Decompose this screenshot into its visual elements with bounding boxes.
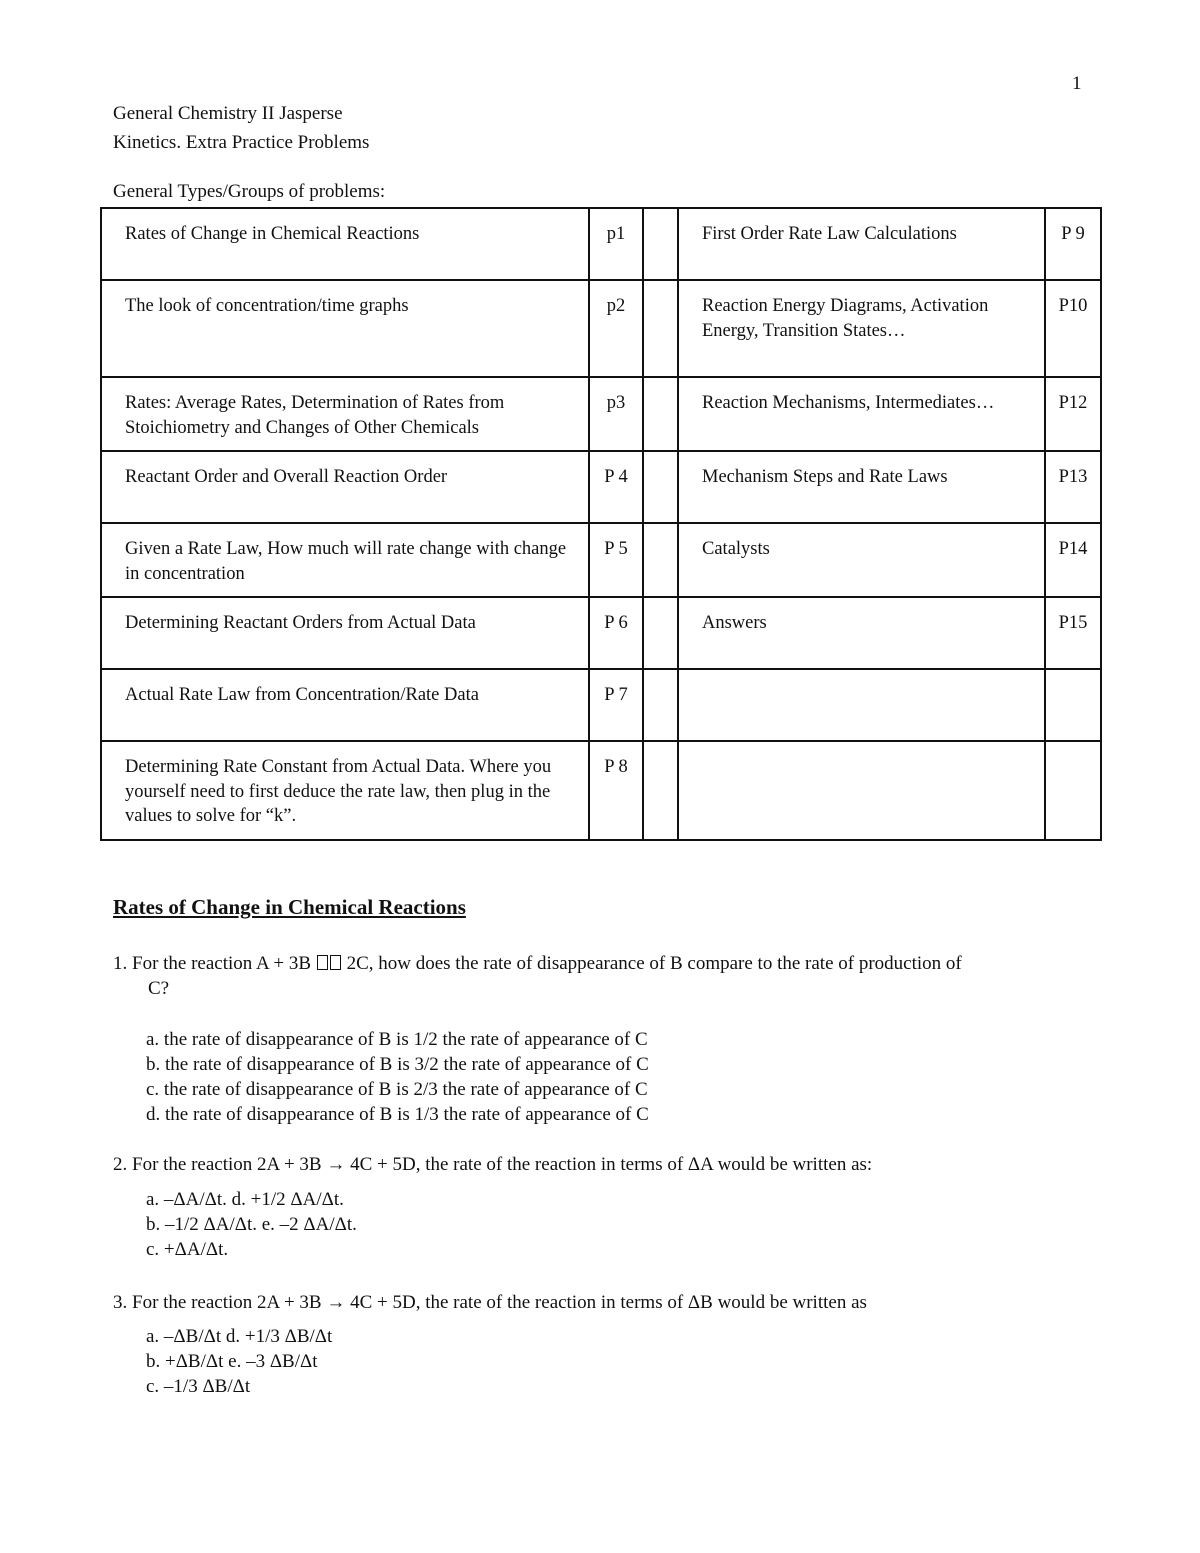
answer-option: a. –ΔB/Δt d. +1/3 ΔB/Δt xyxy=(146,1326,333,1347)
section-title: Rates of Change in Chemical Reactions xyxy=(113,895,466,919)
toc-right-page: P15 xyxy=(1045,597,1101,669)
question-2-options xyxy=(146,1187,357,1262)
toc-right-topic: Reaction Energy Diagrams, Activation Energy, Transition States… xyxy=(678,280,1045,377)
toc-spacer xyxy=(643,597,678,669)
toc-row xyxy=(101,208,1101,280)
toc-label: General Types/Groups of problems: xyxy=(113,181,386,202)
toc-right-page xyxy=(1045,669,1101,741)
toc-right-topic: First Order Rate Law Calculations xyxy=(678,208,1045,280)
answer-option: b. –1/2 ΔA/Δt. e. –2 ΔA/Δt. xyxy=(146,1214,357,1235)
toc-right-topic xyxy=(678,669,1045,741)
question-3-options xyxy=(146,1324,332,1399)
toc-right-topic: Answers xyxy=(678,597,1045,669)
toc-left-topic: Determining Rate Constant from Actual Data. Where you yourself need to first deduce the rate law, then plug in the values to solve for “k”. xyxy=(101,741,589,840)
toc-right-page: P 9 xyxy=(1045,208,1101,280)
answer-option: c. the rate of disappearance of B is 2/3 the rate of appearance of C xyxy=(146,1079,648,1100)
question-stem xyxy=(113,951,1073,976)
answer-option: c. +ΔA/Δt. xyxy=(146,1239,229,1260)
document-header xyxy=(113,99,369,157)
toc-table xyxy=(100,207,1102,841)
question-1 xyxy=(113,951,1073,1001)
question-stem: 2. For the reaction 2A + 3B → 4C + 5D, the rate of the reaction in terms of ΔA would be written as: xyxy=(113,1154,873,1175)
document-title: Kinetics. Extra Practice Problems xyxy=(113,132,370,153)
toc-spacer xyxy=(643,377,678,451)
answer-option: a. the rate of disappearance of B is 1/2 the rate of appearance of C xyxy=(146,1029,648,1050)
toc-left-topic: Rates of Change in Chemical Reactions xyxy=(101,208,589,280)
toc-right-topic: Reaction Mechanisms, Intermediates… xyxy=(678,377,1045,451)
toc-left-page: P 6 xyxy=(589,597,643,669)
toc-spacer xyxy=(643,741,678,840)
answer-option: b. +ΔB/Δt e. –3 ΔB/Δt xyxy=(146,1351,318,1372)
toc-right-topic: Catalysts xyxy=(678,523,1045,597)
toc-left-page: p3 xyxy=(589,377,643,451)
toc-left-topic: Actual Rate Law from Concentration/Rate Data xyxy=(101,669,589,741)
toc-row xyxy=(101,669,1101,741)
question-1-options xyxy=(146,1027,649,1127)
answer-option: b. the rate of disappearance of B is 3/2 the rate of appearance of C xyxy=(146,1054,649,1075)
question-3 xyxy=(113,1290,1073,1315)
toc-row xyxy=(101,741,1101,840)
toc-row xyxy=(101,451,1101,523)
toc-left-topic: Rates: Average Rates, Determination of Rates from Stoichiometry and Changes of Other Chemicals xyxy=(101,377,589,451)
page-number: 1 xyxy=(1072,73,1082,94)
answer-option: c. –1/3 ΔB/Δt xyxy=(146,1376,251,1397)
course-title: General Chemistry II Jasperse xyxy=(113,103,343,124)
toc-left-topic: Given a Rate Law, How much will rate change with change in concentration xyxy=(101,523,589,597)
missing-glyph-icon xyxy=(317,955,328,970)
question-2 xyxy=(113,1152,1073,1177)
toc-spacer xyxy=(643,451,678,523)
toc-row xyxy=(101,280,1101,377)
question-stem-continuation: C? xyxy=(148,978,170,999)
answer-option: a. –ΔA/Δt. d. +1/2 ΔA/Δt. xyxy=(146,1189,344,1210)
toc-left-page: p2 xyxy=(589,280,643,377)
toc-right-page: P13 xyxy=(1045,451,1101,523)
toc-left-page: P 5 xyxy=(589,523,643,597)
toc-spacer xyxy=(643,669,678,741)
question-stem-start: 1. For the reaction A + 3B xyxy=(113,953,312,974)
toc-right-page xyxy=(1045,741,1101,840)
toc-spacer xyxy=(643,208,678,280)
toc-left-topic: The look of concentration/time graphs xyxy=(101,280,589,377)
toc-right-page: P10 xyxy=(1045,280,1101,377)
toc-right-topic: Mechanism Steps and Rate Laws xyxy=(678,451,1045,523)
toc-row xyxy=(101,377,1101,451)
toc-left-topic: Determining Reactant Orders from Actual Data xyxy=(101,597,589,669)
toc-left-page: P 8 xyxy=(589,741,643,840)
toc-row xyxy=(101,597,1101,669)
toc-left-page: P 7 xyxy=(589,669,643,741)
toc-left-topic: Reactant Order and Overall Reaction Order xyxy=(101,451,589,523)
toc-spacer xyxy=(643,280,678,377)
toc-right-page: P12 xyxy=(1045,377,1101,451)
toc-row xyxy=(101,523,1101,597)
missing-glyph-icon xyxy=(330,955,341,970)
question-stem-end: 2C, how does the rate of disappearance of B compare to the rate of production of xyxy=(346,953,962,974)
toc-right-topic xyxy=(678,741,1045,840)
toc-left-page: P 4 xyxy=(589,451,643,523)
toc-right-page: P14 xyxy=(1045,523,1101,597)
toc-left-page: p1 xyxy=(589,208,643,280)
toc-spacer xyxy=(643,523,678,597)
answer-option: d. the rate of disappearance of B is 1/3 the rate of appearance of C xyxy=(146,1104,649,1125)
question-stem: 3. For the reaction 2A + 3B → 4C + 5D, the rate of the reaction in terms of ΔB would be written as xyxy=(113,1292,867,1313)
